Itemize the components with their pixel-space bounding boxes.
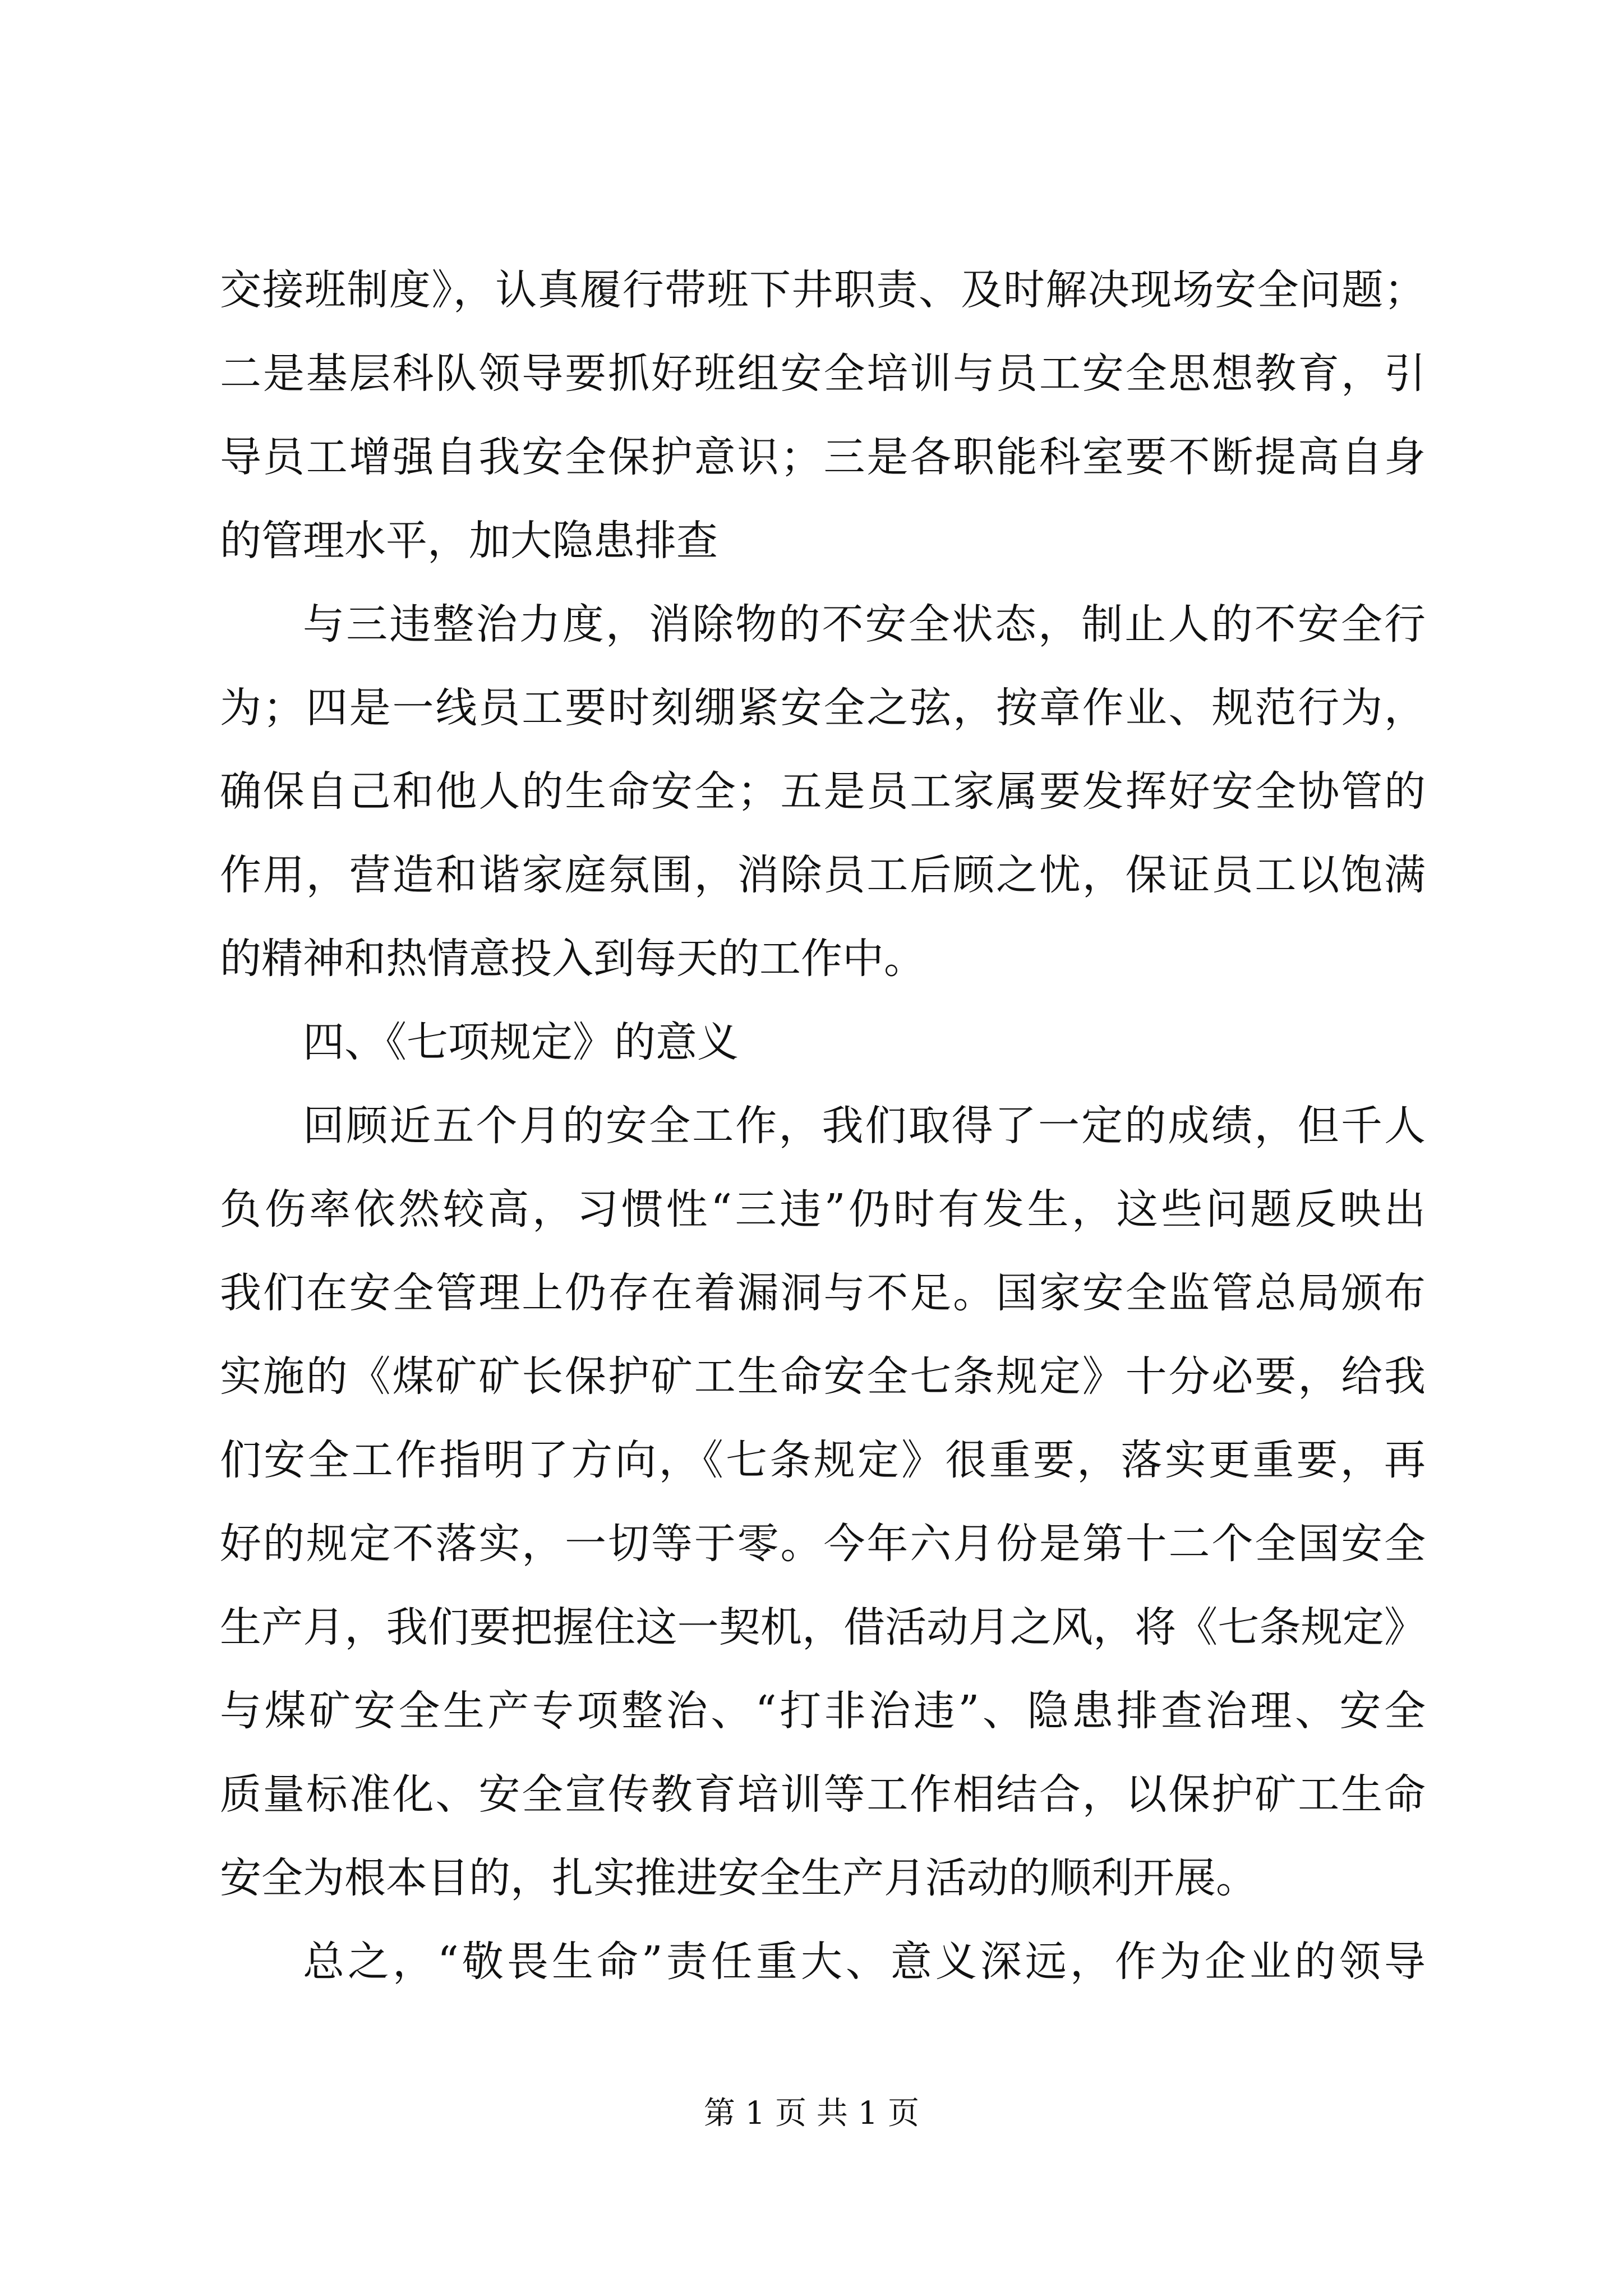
text-line-1: 交接班制度》，认真履行带班下井职责、及时解决现场安全问题； xyxy=(220,266,1426,314)
text-line-13: 我们在安全管理上仍存在着漏洞与不足。国家安全监管总局颁布 xyxy=(220,1269,1426,1317)
text-line-16: 好的规定不落实，一切等于零。今年六月份是第十二个全国安全 xyxy=(220,1520,1426,1568)
text-line-8: 作用，营造和谐家庭氛围，消除员工后顾之忧，保证员工以饱满 xyxy=(220,851,1426,899)
section-heading: 四、《七项规定》的意义 xyxy=(303,1018,739,1066)
text-line-20: 安全为根本目的，扎实推进安全生产月活动的顺利开展。 xyxy=(220,1854,1257,1902)
text-line-17: 生产月，我们要把握住这一契机，借活动月之风，将《七条规定》 xyxy=(220,1603,1426,1651)
text-line-7: 确保自己和他人的生命安全；五是员工家属要发挥好安全协管的 xyxy=(220,767,1426,816)
text-line-14: 实施的《煤矿矿长保护矿工生命安全七条规定》十分必要，给我 xyxy=(220,1352,1426,1401)
text-line-6: 为；四是一线员工要时刻绷紧安全之弦，按章作业、规范行为， xyxy=(220,684,1426,732)
text-line-18: 与煤矿安全生产专项整治、“打非治违”、隐患排查治理、安全 xyxy=(220,1687,1426,1735)
text-line-11: 回顾近五个月的安全工作，我们取得了一定的成绩，但千人 xyxy=(303,1102,1426,1150)
text-line-5: 与三违整治力度，消除物的不安全状态，制止人的不安全行 xyxy=(303,600,1426,648)
text-line-12: 负伤率依然较高，习惯性“三违”仍时有发生，这些问题反映出 xyxy=(220,1185,1426,1234)
text-line-15: 们安全工作指明了方向，《七条规定》很重要，落实更重要，再 xyxy=(220,1436,1426,1484)
text-line-19: 质量标准化、安全宣传教育培训等工作相结合，以保护矿工生命 xyxy=(220,1770,1426,1819)
text-line-2: 二是基层科队领导要抓好班组安全培训与员工安全思想教育，引 xyxy=(220,349,1426,398)
text-line-4: 的管理水平，加大隐患排查 xyxy=(220,517,718,565)
page-footer: 第 1 页 共 1 页 xyxy=(703,2095,920,2132)
text-line-3: 导员工增强自我安全保护意识；三是各职能科室要不断提高自身 xyxy=(220,433,1426,481)
text-line-21: 总之，“敬畏生命”责任重大、意义深远，作为企业的领导 xyxy=(303,1938,1426,1986)
text-line-9: 的精神和热情意投入到每天的工作中。 xyxy=(220,935,925,983)
